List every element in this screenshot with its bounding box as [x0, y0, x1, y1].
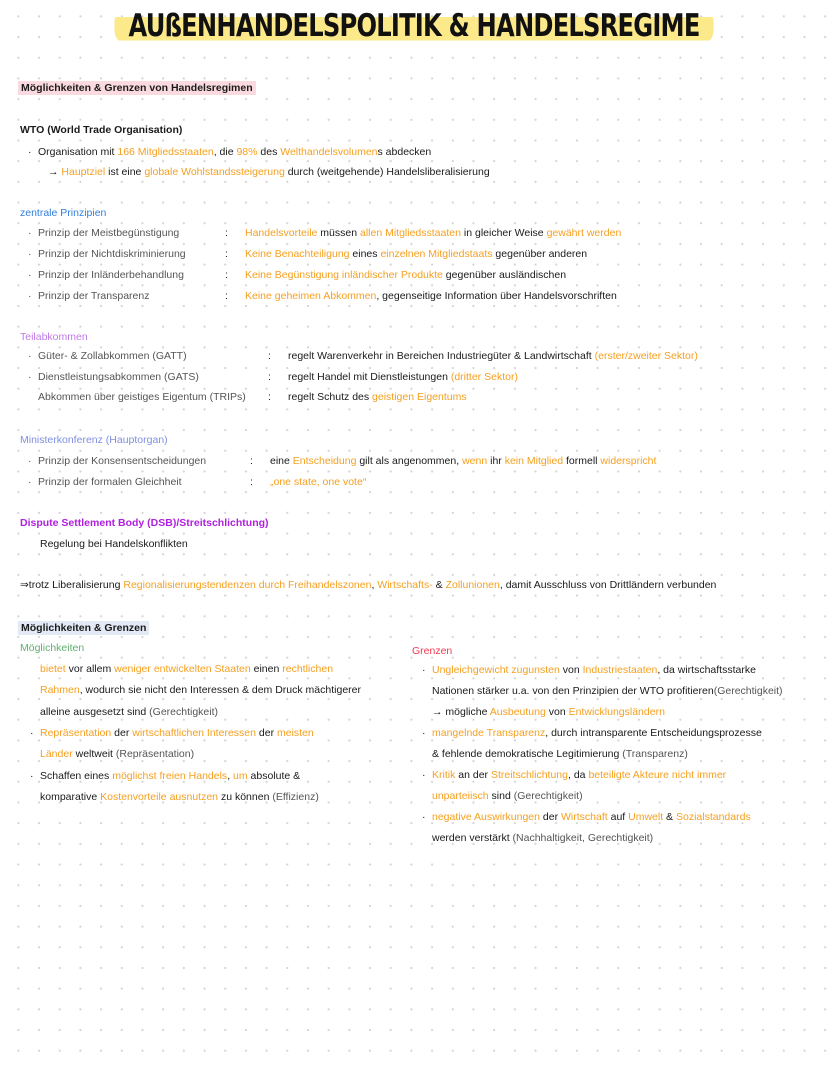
text-segment: bietet [40, 663, 66, 675]
pros-line-text [40, 684, 361, 696]
text-segment: Wirtschafts- [377, 579, 433, 591]
text-segment: Hauptziel [61, 166, 106, 178]
text-segment: regelt Handel mit Dienstleistungen [288, 370, 451, 383]
text-segment: absolute & [247, 769, 301, 782]
text-segment: formell [563, 455, 601, 467]
text-segment: Nationen stärker u.a. von den Prinzipien der WTO profitieren [432, 685, 714, 697]
row-label: Abkommen über geistiges Eigentum (TRIPs) [38, 391, 246, 403]
bullet: · [30, 726, 34, 739]
row-label: Prinzip der Nichtdiskriminierung [38, 248, 186, 260]
cons-line-text [432, 748, 688, 760]
bullet: · [28, 455, 32, 467]
text-segment: von [545, 706, 569, 718]
text-segment: Wirtschaft [561, 811, 608, 823]
dsb-heading: Dispute Settlement Body (DSB)/Streitschlichtung) [20, 517, 269, 529]
colon-separator: : [268, 391, 271, 403]
agreements-row [38, 391, 467, 403]
section-heading-text: Möglichkeiten & Grenzen von Handelsregimen [18, 81, 256, 95]
bullet: · [422, 769, 426, 781]
cons-line [422, 727, 762, 739]
text-segment: komparative [40, 790, 101, 803]
wto-line-text [48, 166, 490, 178]
agreements-row [28, 350, 698, 362]
text-segment: ⇒trotz Liberalisierung [20, 579, 124, 591]
text-segment: Keine Benachteiligung [245, 248, 350, 260]
text-segment: Streitschlichtung [490, 769, 568, 781]
text-segment: möglichst freien Handels [112, 769, 228, 782]
pros-cons-heading-text: Möglichkeiten & Grenzen [18, 621, 149, 635]
principles-label [28, 248, 225, 260]
text-segment: der [111, 726, 133, 739]
bullet: · [28, 146, 32, 158]
agreements-label [38, 391, 268, 403]
cons-line-text [432, 706, 665, 718]
conference-row [28, 455, 657, 467]
cons-line [432, 706, 665, 718]
bullet: · [28, 248, 32, 260]
text-segment: (dritter Sektor) [450, 370, 518, 383]
row-label: Prinzip der formalen Gleichheit [38, 476, 182, 488]
text-segment: sind [488, 790, 514, 802]
colon-separator: : [225, 227, 228, 239]
text-segment: von [559, 664, 583, 676]
bullet: · [422, 811, 426, 823]
principles-label [28, 269, 225, 281]
text-segment: gewährt werden [546, 227, 622, 239]
text-segment: Ungleichgewicht zugunsten [432, 664, 560, 676]
text-segment: Umwelt [628, 811, 664, 823]
text-segment: (Gerechtigkeit) [149, 705, 219, 718]
conference-label [28, 476, 250, 488]
text-segment: der [540, 811, 562, 823]
section-heading [18, 82, 256, 94]
text-segment: um [233, 769, 248, 782]
text-segment: Industriestaaten [582, 664, 658, 676]
text-segment: gilt als angenommen, [356, 455, 463, 467]
text-segment: müssen [317, 227, 360, 239]
text-segment: vor allem [65, 663, 115, 675]
principles-description [245, 290, 617, 302]
agreements-description [288, 350, 698, 362]
text-segment: in gleicher Weise [460, 227, 547, 239]
bullet: · [28, 227, 32, 239]
row-label: Prinzip der Inländerbehandlung [38, 269, 184, 281]
title-text: AUßENHANDELSPOLITIK & HANDELSREGIME [114, 8, 713, 44]
agreements-label [28, 370, 268, 383]
text-segment: zu können [218, 790, 273, 803]
text-segment: gegenüber anderen [492, 248, 588, 260]
text-segment: Länder [40, 748, 73, 761]
text-segment: Repräsentation [40, 726, 112, 739]
text-segment: regelt Warenverkehr in Bereichen Industriegüter & Landwirtschaft [288, 350, 595, 362]
text-segment: Kostenvorteile ausnutzen [100, 790, 219, 803]
agreements-description [288, 371, 518, 383]
text-segment: wirtschaftlichen Interessen [132, 726, 256, 739]
wto-line-text [38, 146, 431, 158]
row-label: Dienstleistungsabkommen (GATS) [38, 370, 199, 383]
row-label: Güter- & Zollabkommen (GATT) [38, 350, 187, 362]
text-segment: gegenüber ausländischen [442, 269, 567, 281]
text-segment: (Repräsentation) [115, 748, 195, 761]
text-segment: kein Mitglied [504, 455, 564, 467]
text-segment: einen [250, 663, 283, 675]
text-segment: Regionalisierungstendenzen durch Freihandelszonen [123, 579, 372, 591]
text-segment: allen Mitgliedsstaaten [359, 227, 461, 239]
text-segment: (Gerechtigkeit) [513, 790, 583, 802]
text-segment: (Nachhaltigkeit, Gerechtigkeit) [512, 832, 654, 844]
bullet: · [422, 727, 426, 739]
cons-line [432, 832, 653, 844]
text-segment: negative Auswirkungen [432, 811, 540, 823]
colon-separator: : [268, 350, 271, 362]
colon-separator: : [225, 248, 228, 260]
cons-line [422, 664, 756, 676]
text-segment: , wodurch sie nicht den Interessen & dem Druck mächtigerer [79, 684, 361, 697]
text-segment: eine [270, 455, 293, 467]
principles-label [28, 227, 225, 239]
colon-separator: : [250, 455, 253, 467]
principles-description [245, 227, 621, 239]
text-segment: & fehlende demokratische Legitimierung [432, 748, 623, 760]
pros-heading: Möglichkeiten [20, 642, 85, 654]
colon-separator: : [225, 290, 228, 302]
text-segment: weltweit [72, 748, 116, 761]
text-segment: , die [213, 146, 237, 158]
conference-heading: Ministerkonferenz (Hauptorgan) [20, 434, 168, 446]
text-segment: beteiligte Akteure nicht immer [588, 769, 727, 781]
pros-line-text [40, 727, 314, 739]
bullet: · [28, 269, 32, 281]
text-segment: (erster/zweiter Sektor) [594, 350, 698, 362]
bullet: · [28, 290, 32, 302]
agreements-heading: Teilabkommen [20, 331, 88, 343]
wto-line [48, 166, 490, 178]
text-segment: 98% [236, 146, 258, 158]
text-segment: eines [349, 248, 381, 260]
text-segment: & [663, 811, 676, 823]
colon-separator: : [250, 476, 253, 488]
text-segment: werden verstärkt [432, 832, 513, 844]
cons-line-text [432, 790, 583, 802]
pros-line-text [40, 791, 319, 803]
text-segment: Entwicklungsländern [568, 706, 665, 718]
conference-row [28, 476, 367, 488]
bullet: · [28, 370, 32, 383]
text-segment: Welthandelsvolumen [280, 146, 378, 158]
text-segment: (Transparenz) [622, 748, 688, 760]
pros-line [40, 791, 319, 803]
text-segment: , durch intransparente Entscheidungsprozesse [545, 727, 762, 739]
pros-line [30, 769, 301, 782]
text-segment: unparteiisch [432, 790, 489, 802]
text-segment: rechtlichen [282, 663, 334, 675]
text-segment: Handelsvorteile [245, 227, 318, 239]
cons-line-text [432, 685, 783, 697]
principles-heading: zentrale Prinzipien [20, 207, 107, 219]
bullet: · [28, 350, 32, 362]
text-segment: , gegenseitige Information über Handelsvorschriften [376, 290, 617, 302]
wto-line [28, 146, 432, 158]
pros-line [40, 748, 194, 760]
text-segment: Rahmen [40, 684, 80, 697]
pros-line-text [40, 748, 194, 760]
cons-line [432, 685, 783, 697]
text-segment: regelt Schutz des [288, 391, 373, 403]
wto-heading: WTO (World Trade Organisation) [20, 124, 183, 136]
cons-line-text [432, 769, 726, 781]
text-segment: , da [568, 769, 589, 781]
text-segment: „one state, one vote“ [270, 476, 367, 488]
colon-separator: : [268, 370, 271, 383]
text-segment: geistigen Eigentums [372, 391, 467, 403]
colon-separator: : [225, 269, 228, 281]
text-segment: auf [607, 811, 629, 823]
text-segment: ist eine [105, 166, 145, 178]
bullet: · [30, 769, 34, 782]
text-segment: (Gerechtigkeit) [713, 685, 783, 697]
pros-line-text [40, 663, 333, 675]
text-segment: Ausbeutung [489, 706, 546, 718]
text-segment: meisten [276, 726, 314, 739]
cons-heading: Grenzen [412, 645, 453, 657]
text-segment: an der [455, 769, 491, 781]
principles-row [28, 269, 567, 281]
pros-line-text [40, 706, 218, 718]
text-segment: , da wirtschaftsstarke [657, 664, 756, 676]
pros-line [40, 684, 361, 696]
text-segment: → [48, 166, 62, 178]
principles-row [28, 290, 617, 302]
text-segment: einzelnen Mitgliedstaats [380, 248, 493, 260]
text-segment: des [257, 146, 281, 158]
text-segment: ihr [487, 455, 505, 467]
conference-description [270, 476, 366, 488]
cons-line-text [432, 832, 653, 844]
text-segment: , [227, 769, 234, 782]
agreements-row [28, 370, 518, 383]
text-segment: s abdecken [377, 146, 432, 158]
text-segment: Schaffen eines [40, 769, 113, 782]
row-label: Prinzip der Transparenz [38, 290, 150, 302]
cons-line-text [432, 727, 762, 739]
bullet: · [28, 476, 32, 488]
pros-line-text [40, 770, 300, 782]
text-segment: Kritik [432, 769, 456, 781]
conclusion-line [20, 579, 716, 591]
cons-line [432, 790, 583, 802]
text-segment: , [371, 579, 378, 591]
principles-label [28, 290, 225, 302]
conference-label [28, 455, 250, 467]
conclusion-text [20, 579, 716, 591]
page-title [0, 8, 828, 44]
principles-description [245, 248, 587, 260]
pros-cons-heading [18, 622, 149, 634]
text-segment: Keine geheimen Abkommen [245, 290, 377, 302]
text-segment: wenn [462, 455, 488, 467]
text-segment: Zollunionen [445, 579, 500, 591]
cons-line-text [432, 811, 751, 823]
row-label: Prinzip der Konsensentscheidungen [38, 455, 207, 467]
text-segment: Sozialstandards [675, 811, 751, 823]
pros-line [30, 726, 314, 739]
text-segment: → mögliche [432, 706, 490, 718]
agreements-description [288, 391, 467, 403]
agreements-label [28, 350, 268, 362]
text-segment: alleine ausgesetzt sind [40, 705, 150, 718]
text-segment: & [432, 579, 446, 591]
text-segment: Organisation mit [38, 146, 118, 158]
text-segment: Keine Begünstigung inländischer Produkte [245, 269, 443, 281]
cons-line [432, 748, 688, 760]
principles-description [245, 269, 566, 281]
text-segment: Entscheidung [292, 455, 357, 467]
pros-line [40, 706, 218, 718]
text-segment: globale Wohlstandssteigerung [144, 166, 285, 178]
text-segment: durch (weitgehende) Handelsliberalisierung [284, 166, 490, 178]
pros-line [40, 663, 333, 675]
principles-row [28, 248, 588, 260]
text-segment: weniger entwickelten Staaten [114, 663, 251, 675]
text-segment: , damit Ausschluss von Drittländern verbunden [499, 579, 717, 591]
cons-line [422, 811, 751, 823]
text-segment: mangelnde Transparenz [432, 727, 546, 739]
dsb-text: Regelung bei Handelskonflikten [40, 538, 188, 550]
principles-row [28, 227, 622, 239]
conference-description [270, 455, 656, 467]
cons-line [422, 769, 727, 781]
text-segment: widerspricht [600, 455, 657, 467]
row-label: Prinzip der Meistbegünstigung [38, 227, 180, 239]
text-segment: 166 Mitgliedsstaaten [117, 146, 214, 158]
bullet: · [422, 664, 426, 676]
text-segment: der [255, 726, 277, 739]
text-segment: (Effizienz) [272, 790, 319, 803]
cons-line-text [432, 664, 756, 676]
